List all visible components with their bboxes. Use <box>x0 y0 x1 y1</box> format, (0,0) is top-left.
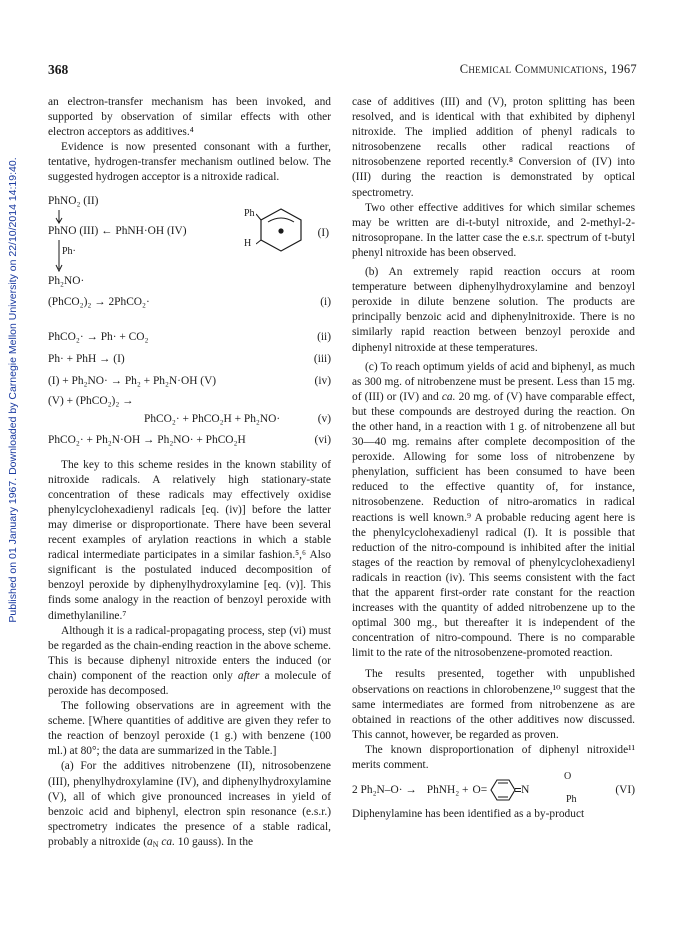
reaction-iv-row <box>48 371 331 393</box>
reaction-iii-row <box>48 349 331 371</box>
ring-h-label: H <box>244 237 252 249</box>
page-number: 368 <box>48 62 69 77</box>
equation: (PhCO₂)₂ → 2PhCO₂· <box>48 296 150 309</box>
watermark-text: Published on 01 January 1967. Downloaded by Carnegie Mellon University on 22/10/2014 14:19:40. <box>7 157 19 623</box>
equation-tag: (vi) <box>314 434 331 447</box>
equation-tag: (ii) <box>317 331 331 344</box>
equation: (I) + Ph₂NO· → Ph₂ + Ph₂N·OH (V) <box>48 375 217 388</box>
reaction-v-row <box>48 410 331 430</box>
cyclohexadienyl-ring-icon <box>256 206 306 252</box>
paragraph: Diphenylamine has been identified as a by-product <box>352 808 585 821</box>
equation-tag: (v) <box>317 413 331 426</box>
eq-vi-top-oxygen: O <box>564 771 572 783</box>
download-watermark <box>6 150 20 630</box>
right-column <box>352 95 635 822</box>
scheme-phenyl-branch: Ph· <box>62 245 76 257</box>
paragraph: The known disproportionation of diphenyl nitroxide¹¹ merits comment. <box>352 743 635 772</box>
ring-ph-label: Ph <box>244 207 255 219</box>
eq-vi-nitrogen: N <box>521 783 530 796</box>
equation-vi <box>352 773 635 807</box>
paragraph: Evidence is now presented consonant with a further, tentative, hydrogen-transfer mechanism outlined below. The suggested hydrogen acceptor is a nitroxide radical. <box>48 141 331 184</box>
equation-tag: (i) <box>320 296 331 309</box>
scheme-nitrobenzene: PhNO₂ (II) <box>48 194 99 207</box>
paragraph: The key to this scheme resides in the known stability of nitroxide radicals. A relatively high stationary-state concentration of these radicals may effectively oxidise phenylcyclohexadienyl radicals [eq. (iv)] before the latter may dimerise or disproportionate. There have been several recent examples of arylation reactions in which a stable radical intermediate participates in a similar fashion.⁵,⁶ Also significant is the postulated induced decomposition of benzoyl peroxide by diphenylhydroxylamine [eq. (v)]. This finds some analogy in the reaction of benzoyl peroxide with dimethylaniline.⁷ <box>48 458 331 622</box>
paragraph: Two other effective additives for which similar schemes may be written are di-t-butyl nitroxide, and 2-methyl-2-nitrosopropane. In the latter case the e.s.r. spectrum of t-butyl phenyl nitroxide has been observed. <box>352 201 635 259</box>
paragraph: (a) For the additives nitrobenzene (II), nitrosobenzene (III), phenylhydroxylamine (IV), and diphenylhydroxylamine (V), all of which give pronounced increases in yield of benzoic acid and biphenyl, electron spin resonance (e.s.r.) spectrometry indicates the presence of a stable radical, probably a nitroxide ($a_N$ ca. 10 gauss). In the <box>48 760 331 849</box>
page-header <box>48 62 637 78</box>
equation-tag: (iii) <box>313 353 331 366</box>
equation: PhCO₂· → Ph· + CO₂ <box>48 331 149 344</box>
left-column <box>48 95 331 852</box>
eq-vi-oxygen: O= <box>472 783 488 796</box>
paragraph: Although it is a radical-propagating process, step (vi) must be regarded as the chain-ending reaction in the above scheme. This is because diphenyl nitroxide enters the induced (or chain) component of the reaction only after a molecule of peroxide has decomposed. <box>48 624 331 697</box>
eq-vi-phenyl: Ph <box>566 794 577 806</box>
paragraph: case of additives (III) and (V), proton splitting has been resolved, and is identical with that exhibited by diphenyl nitroxide. The implied addition of phenyl radicals to nitrosobenzene recalls other radical reactions of nitrosobenzene reported recently.⁸ Conversion of (IV) into (III) during the reaction is demonstrated by optical spectrometry. <box>352 96 635 199</box>
equation: PhCO₂· + Ph₂N·OH → Ph₂NO· + PhCO₂H <box>48 434 246 447</box>
eq-vi-lhs: 2 Ph₂N–O· → <box>352 783 417 796</box>
eq-vi-tag: (VI) <box>615 783 635 796</box>
ring-label: (I) <box>317 226 329 239</box>
equation-tag: (iv) <box>314 375 331 388</box>
paragraph: (b) An extremely rapid reaction occurs at room temperature between diphenylhydroxylamine and benzoyl peroxide in dilute benzene solution. The products are principally benzoic acid and diphenylnitroxide. There is no similarly rapid reaction between benzoyl peroxide and diphenyl nitroxide at these temperatures. <box>352 266 635 354</box>
quinonoid-ring-icon <box>485 777 521 803</box>
paragraph: (c) To reach optimum yields of acid and biphenyl, as much as 300 mg. of nitrobenzene must be present. Less than 15 mg. of (III) or (IV) and ca. 20 mg. of (V) have comparable effect, but these compounds are destroyed during the reaction. On the other hand, in a reaction with 1 g. of nitrobenzene all but 30—40 mg. remains after complete decomposition of the peroxide. Allowing for some loss of nitrobenzene by phenylation, sufficient has been consumed to have been reduced to the effective quantity of, for instance, nitrosobenzene. Reduction of nitro-aromatics in radical reactions is well known.⁹ A probable reducing agent here is the phenylcyclohexadienyl radical (I). It is possible that reduction of the nitro-compound is inhibited after the initial stages of the reaction by removal of phenylcyclohexadienyl radicals in reaction (iv). This seems consistent with the fact that the apparent first-order rate constant for the reaction increases with the quantity of added nitrobenzene up to the optimal 300 mg., but thereafter it is independent of the concentration of nitro-compound. There is no comparable limit to the rate of the nitrosobenzene-promoted reaction. <box>352 360 635 660</box>
eq-vi-aniline: PhNH₂ + <box>426 783 469 796</box>
reaction-scheme <box>48 192 331 327</box>
equation: Ph· + PhH → (I) <box>48 353 125 366</box>
journal-title: Chemical Communications, 1967 <box>459 62 637 76</box>
reaction-vi-row <box>48 430 331 452</box>
reaction-v-start-row <box>48 393 331 410</box>
reaction-i-row <box>48 292 331 314</box>
paragraph: an electron-transfer mechanism has been invoked, and supported by observation of similar effects with other electron acceptors as additives.⁴ <box>48 96 331 139</box>
paragraph: The results presented, together with unpublished observations on reactions in chlorobenzene,¹⁰ suggest that the same intermediates are formed from nitrobenzene as are obtained in reactions of the other additives now discussed. This cannot, however, be regarded as proven. <box>352 668 635 741</box>
paragraph: The following observations are in agreement with the scheme. [Where quantities of additive are given they refer to the reaction of benzoyl peroxide (1 g.) with benzene (100 ml.) at 80°; the data are summarized in the Table.] <box>48 700 331 758</box>
equation: (V) + (PhCO₂)₂ → <box>48 394 134 407</box>
reaction-ii-row <box>48 327 331 349</box>
equation: PhCO₂· + PhCO₂H + Ph₂NO· <box>144 413 281 426</box>
down-arrow-icon <box>54 210 64 224</box>
scheme-diphenyl-nitroxide: Ph₂NO· <box>48 274 85 287</box>
scheme-nitroso: PhNO (III) ← PhNH·OH (IV) <box>48 224 187 237</box>
